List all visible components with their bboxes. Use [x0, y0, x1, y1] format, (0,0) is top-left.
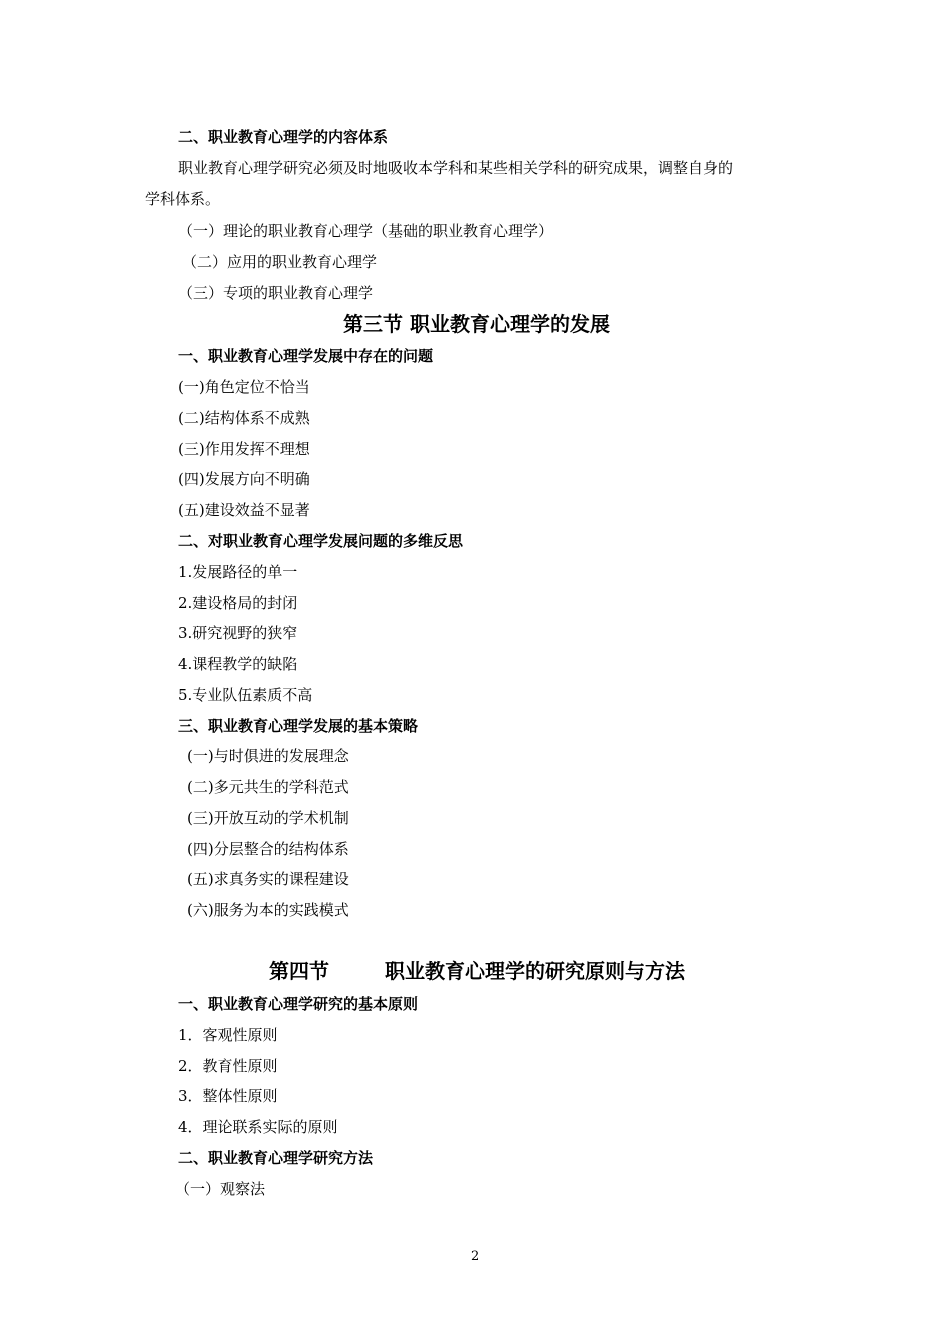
section-heading: 一、职业教育心理学发展中存在的问题 [178, 347, 434, 365]
list-item: （二）应用的职业教育心理学 [182, 253, 378, 271]
chapter-number: 第四节 [269, 959, 329, 983]
list-item: (六)服务为本的实践模式 [187, 901, 349, 919]
list-item: 3．整体性原则 [178, 1087, 278, 1105]
list-item: （三）专项的职业教育心理学 [178, 284, 374, 302]
list-item: (五)建设效益不显著 [178, 501, 310, 519]
list-item: (四)分层整合的结构体系 [187, 840, 349, 858]
list-item: (五)求真务实的课程建设 [187, 870, 349, 888]
chapter-name: 职业教育心理学的研究原则与方法 [385, 959, 685, 983]
section-heading: 一、职业教育心理学研究的基本原则 [178, 995, 419, 1013]
page-number: 2 [471, 1249, 480, 1264]
section-heading: 二、对职业教育心理学发展问题的多维反思 [178, 532, 464, 550]
list-item: （一）观察法 [175, 1180, 266, 1198]
list-item: 4.课程教学的缺陷 [178, 655, 298, 673]
list-item: 4．理论联系实际的原则 [178, 1118, 338, 1136]
list-item: (三)开放互动的学术机制 [187, 809, 349, 827]
chapter-title: 第三节 职业教育心理学的发展 [343, 312, 610, 336]
list-item: 3.研究视野的狭窄 [178, 624, 298, 642]
list-item: （一）理论的职业教育心理学（基础的职业教育心理学） [178, 222, 554, 240]
list-item: (一)角色定位不恰当 [178, 378, 310, 396]
list-item: (二)多元共生的学科范式 [187, 778, 349, 796]
list-item: (二)结构体系不成熟 [178, 409, 310, 427]
list-item: (四)发展方向不明确 [178, 470, 310, 488]
list-item: 5.专业队伍素质不高 [178, 686, 313, 704]
list-item: (一)与时俱进的发展理念 [187, 747, 349, 765]
list-item: 2.建设格局的封闭 [178, 594, 298, 612]
paragraph-line: 职业教育心理学研究必须及时地吸收本学科和某些相关学科的研究成果，调整自身的 [178, 159, 734, 177]
list-item: 1.发展路径的单一 [178, 563, 298, 581]
section-heading: 二、职业教育心理学研究方法 [178, 1149, 374, 1167]
list-item: (三)作用发挥不理想 [178, 440, 310, 458]
list-item: 1．客观性原则 [178, 1026, 278, 1044]
chapter-title [269, 958, 685, 984]
section-heading: 二、职业教育心理学的内容体系 [178, 128, 389, 146]
section-heading: 三、职业教育心理学发展的基本策略 [178, 717, 419, 735]
paragraph-line: 学科体系。 [145, 190, 221, 208]
list-item: 2．教育性原则 [178, 1057, 278, 1075]
